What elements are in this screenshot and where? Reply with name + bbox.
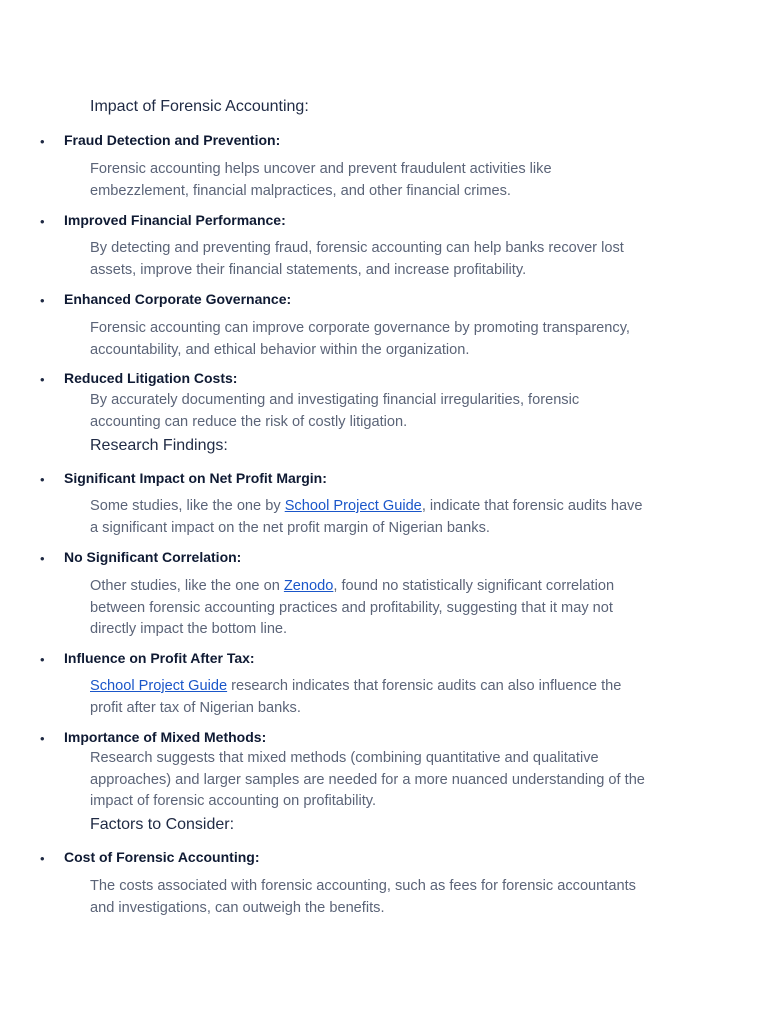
item-title: Improved Financial Performance: xyxy=(64,212,286,228)
item-paragraph xyxy=(90,876,690,919)
bullet-icon: • xyxy=(40,372,45,387)
bullet-icon: • xyxy=(40,731,45,746)
bullet-icon: • xyxy=(40,551,45,566)
item-title: Enhanced Corporate Governance: xyxy=(64,291,292,307)
item-paragraph xyxy=(90,496,690,539)
bullet-icon: • xyxy=(40,851,45,866)
line-text: Other studies, like the one on xyxy=(90,578,284,594)
bullet-icon: • xyxy=(40,293,45,308)
paragraph-line: impact of forensic accounting on profitability. xyxy=(90,793,377,809)
school-project-guide-link[interactable]: School Project Guide xyxy=(284,498,422,514)
paragraph-line: between forensic accounting practices and profitability, suggesting that it may not xyxy=(90,599,613,616)
paragraph-line: profit after tax of Nigerian banks. xyxy=(90,699,301,716)
paragraph-line: accounting can reduce the risk of costly litigation. xyxy=(90,413,408,430)
paragraph-line: Forensic accounting can improve corporate governance by promoting transparency, xyxy=(90,320,630,336)
paragraph-line: assets, improve their financial statements, and increase profitability. xyxy=(90,261,527,278)
item-paragraph xyxy=(90,576,690,641)
item-title: Cost of Forensic Accounting: xyxy=(64,849,260,865)
paragraph-line: and investigations, can outweigh the benefits. xyxy=(90,899,385,916)
paragraph-line xyxy=(90,576,690,598)
section-heading: Factors to Consider: xyxy=(90,816,235,833)
line-text: , found no statistically significant correlation xyxy=(333,578,615,594)
item-title: No Significant Correlation: xyxy=(64,549,242,565)
item-title: Fraud Detection and Prevention: xyxy=(64,132,281,148)
bullet-icon: • xyxy=(40,652,45,667)
item-title: Influence on Profit After Tax: xyxy=(64,650,255,666)
item-paragraph xyxy=(90,318,690,361)
paragraph-line: Research suggests that mixed methods (combining quantitative and qualitative xyxy=(90,750,599,766)
paragraph-line: embezzlement, financial malpractices, and other financial crimes. xyxy=(90,182,511,199)
paragraph-line: a significant impact on the net profit margin of Nigerian banks. xyxy=(90,519,490,536)
paragraph-line: By detecting and preventing fraud, forensic accounting can help banks recover lost xyxy=(90,240,624,256)
item-title: Importance of Mixed Methods: xyxy=(64,729,267,745)
paragraph-line: Forensic accounting helps uncover and prevent fraudulent activities like xyxy=(90,161,552,177)
bullet-icon: • xyxy=(40,214,45,229)
paragraph-line: accountability, and ethical behavior within the organization. xyxy=(90,341,470,358)
paragraph-line: By accurately documenting and investigating financial irregularities, forensic xyxy=(90,392,580,408)
paragraph-line: directly impact the bottom line. xyxy=(90,621,288,637)
paragraph-line xyxy=(90,496,690,518)
paragraph-line: The costs associated with forensic accounting, such as fees for forensic accountants xyxy=(90,878,636,894)
line-text: , indicate that forensic audits have xyxy=(421,498,643,514)
school-project-guide-link[interactable]: School Project Guide xyxy=(90,678,228,694)
bullet-icon: • xyxy=(40,472,45,487)
zenodo-link[interactable]: Zenodo xyxy=(283,578,334,594)
item-paragraph xyxy=(90,676,690,719)
bullet-icon: • xyxy=(40,134,45,149)
item-paragraph xyxy=(90,238,690,281)
item-paragraph xyxy=(90,159,690,202)
paragraph-line: approaches) and larger samples are needed for a more nuanced understanding of the xyxy=(90,771,645,788)
line-text: Some studies, like the one by xyxy=(90,498,285,514)
paragraph-line xyxy=(90,676,690,698)
item-title: Reduced Litigation Costs: xyxy=(64,370,238,386)
item-paragraph xyxy=(90,390,690,433)
item-paragraph xyxy=(90,748,690,813)
section-heading: Research Findings: xyxy=(90,437,228,454)
section-heading: Impact of Forensic Accounting: xyxy=(90,98,309,115)
line-text: research indicates that forensic audits can also influence the xyxy=(227,678,622,694)
item-title: Significant Impact on Net Profit Margin: xyxy=(64,470,327,486)
